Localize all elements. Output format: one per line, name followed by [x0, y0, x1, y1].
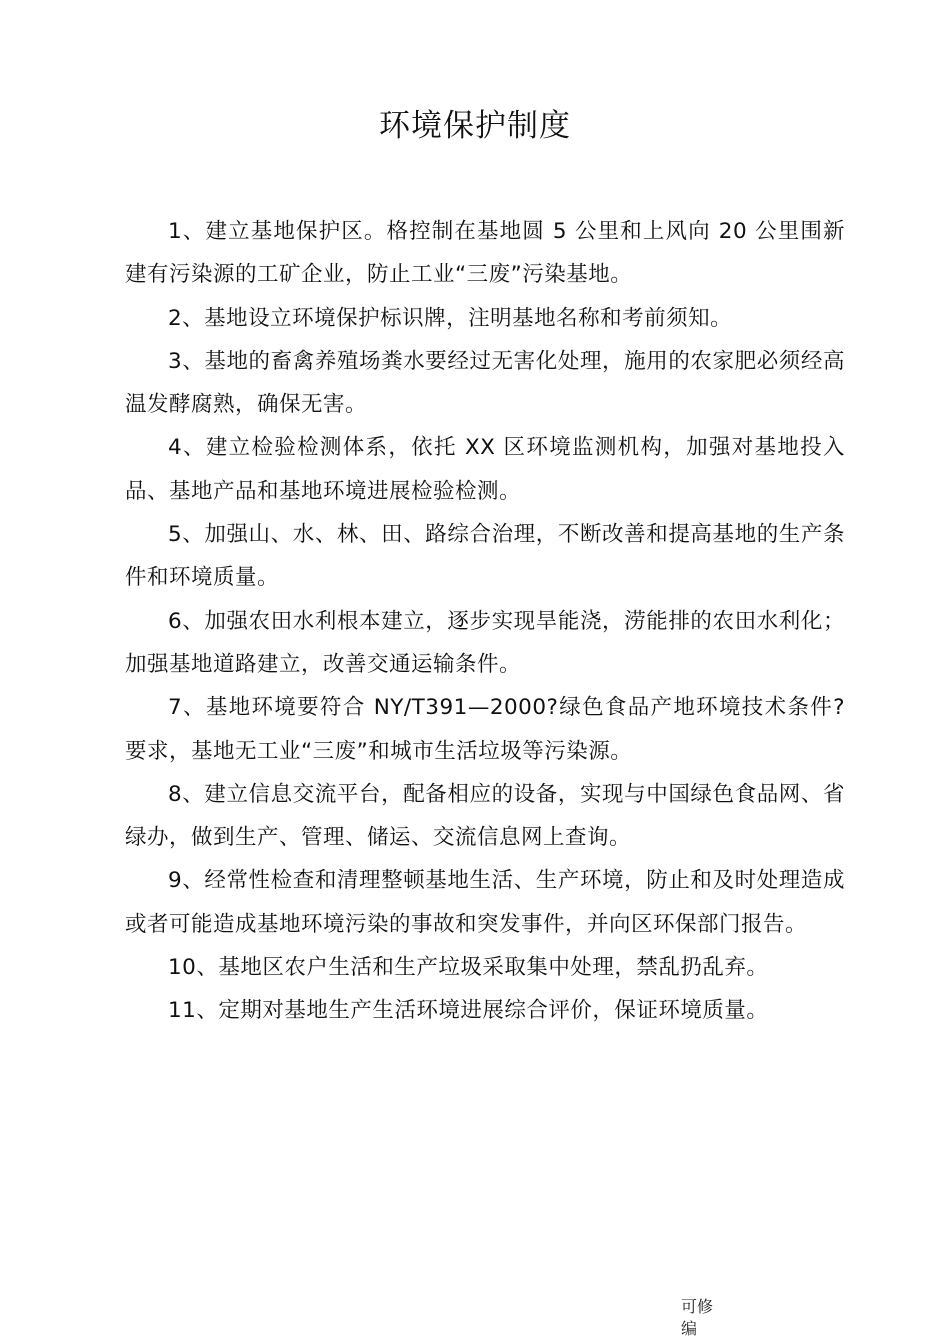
- paragraph-6: 6、加强农田水利根本建立，逐步实现旱能浇，涝能排的农田水利化；加强基地道路建立，改善交通运输条件。: [125, 608, 845, 677]
- paragraph-5: 5、加强山、水、林、田、路综合治理，不断改善和提高基地的生产条件和环境质量。: [125, 522, 845, 591]
- paragraph-8: 8、建立信息交流平台，配备相应的设备，实现与中国绿色食品网、省绿办，做到生产、管理、储运、交流信息网上查询。: [125, 781, 845, 851]
- paragraph-10: 10、基地区农户生活和生产垃圾采取集中处理，禁乱扔乱弃。: [168, 955, 769, 981]
- paragraph-1: 1、建立基地保护区。格控制在基地圆 5 公里和上风向 20 公里围新建有污染源的工矿企业，防止工业“三废”污染基地。: [125, 219, 845, 288]
- paragraph-9: 9、经常性检查和清理整顿基地生活、生产环境，防止和及时处理造成或者可能造成基地环境污染的事故和突发事件，并向区环保部门报告。: [125, 868, 845, 937]
- document-body: [125, 210, 845, 1033]
- paragraph-7: 7、基地环境要符合 NY/T391—2000?绿色食品产地环境技术条件?要求，基地无工业“三废”和城市生活垃圾等污染源。: [125, 695, 845, 764]
- paragraph-3: 3、基地的畜禽养殖场粪水要经过无害化处理，施用的农家肥必须经高温发酵腐熟，确保无害。: [125, 348, 845, 418]
- paragraph-2: 2、基地设立环境保护标识牌，注明基地名称和考前须知。: [168, 305, 733, 331]
- paragraph-11: 11、定期对基地生产生活环境进展综合评价，保证环境质量。: [168, 998, 769, 1024]
- document-title: 环境保护制度: [379, 108, 571, 144]
- footer-editable-note: 可修编: [681, 1297, 714, 1338]
- paragraph-4: 4、建立检验检测体系，依托 XX 区环境监测机构，加强对基地投入品、基地产品和基地环境进展检验检测。: [125, 435, 845, 504]
